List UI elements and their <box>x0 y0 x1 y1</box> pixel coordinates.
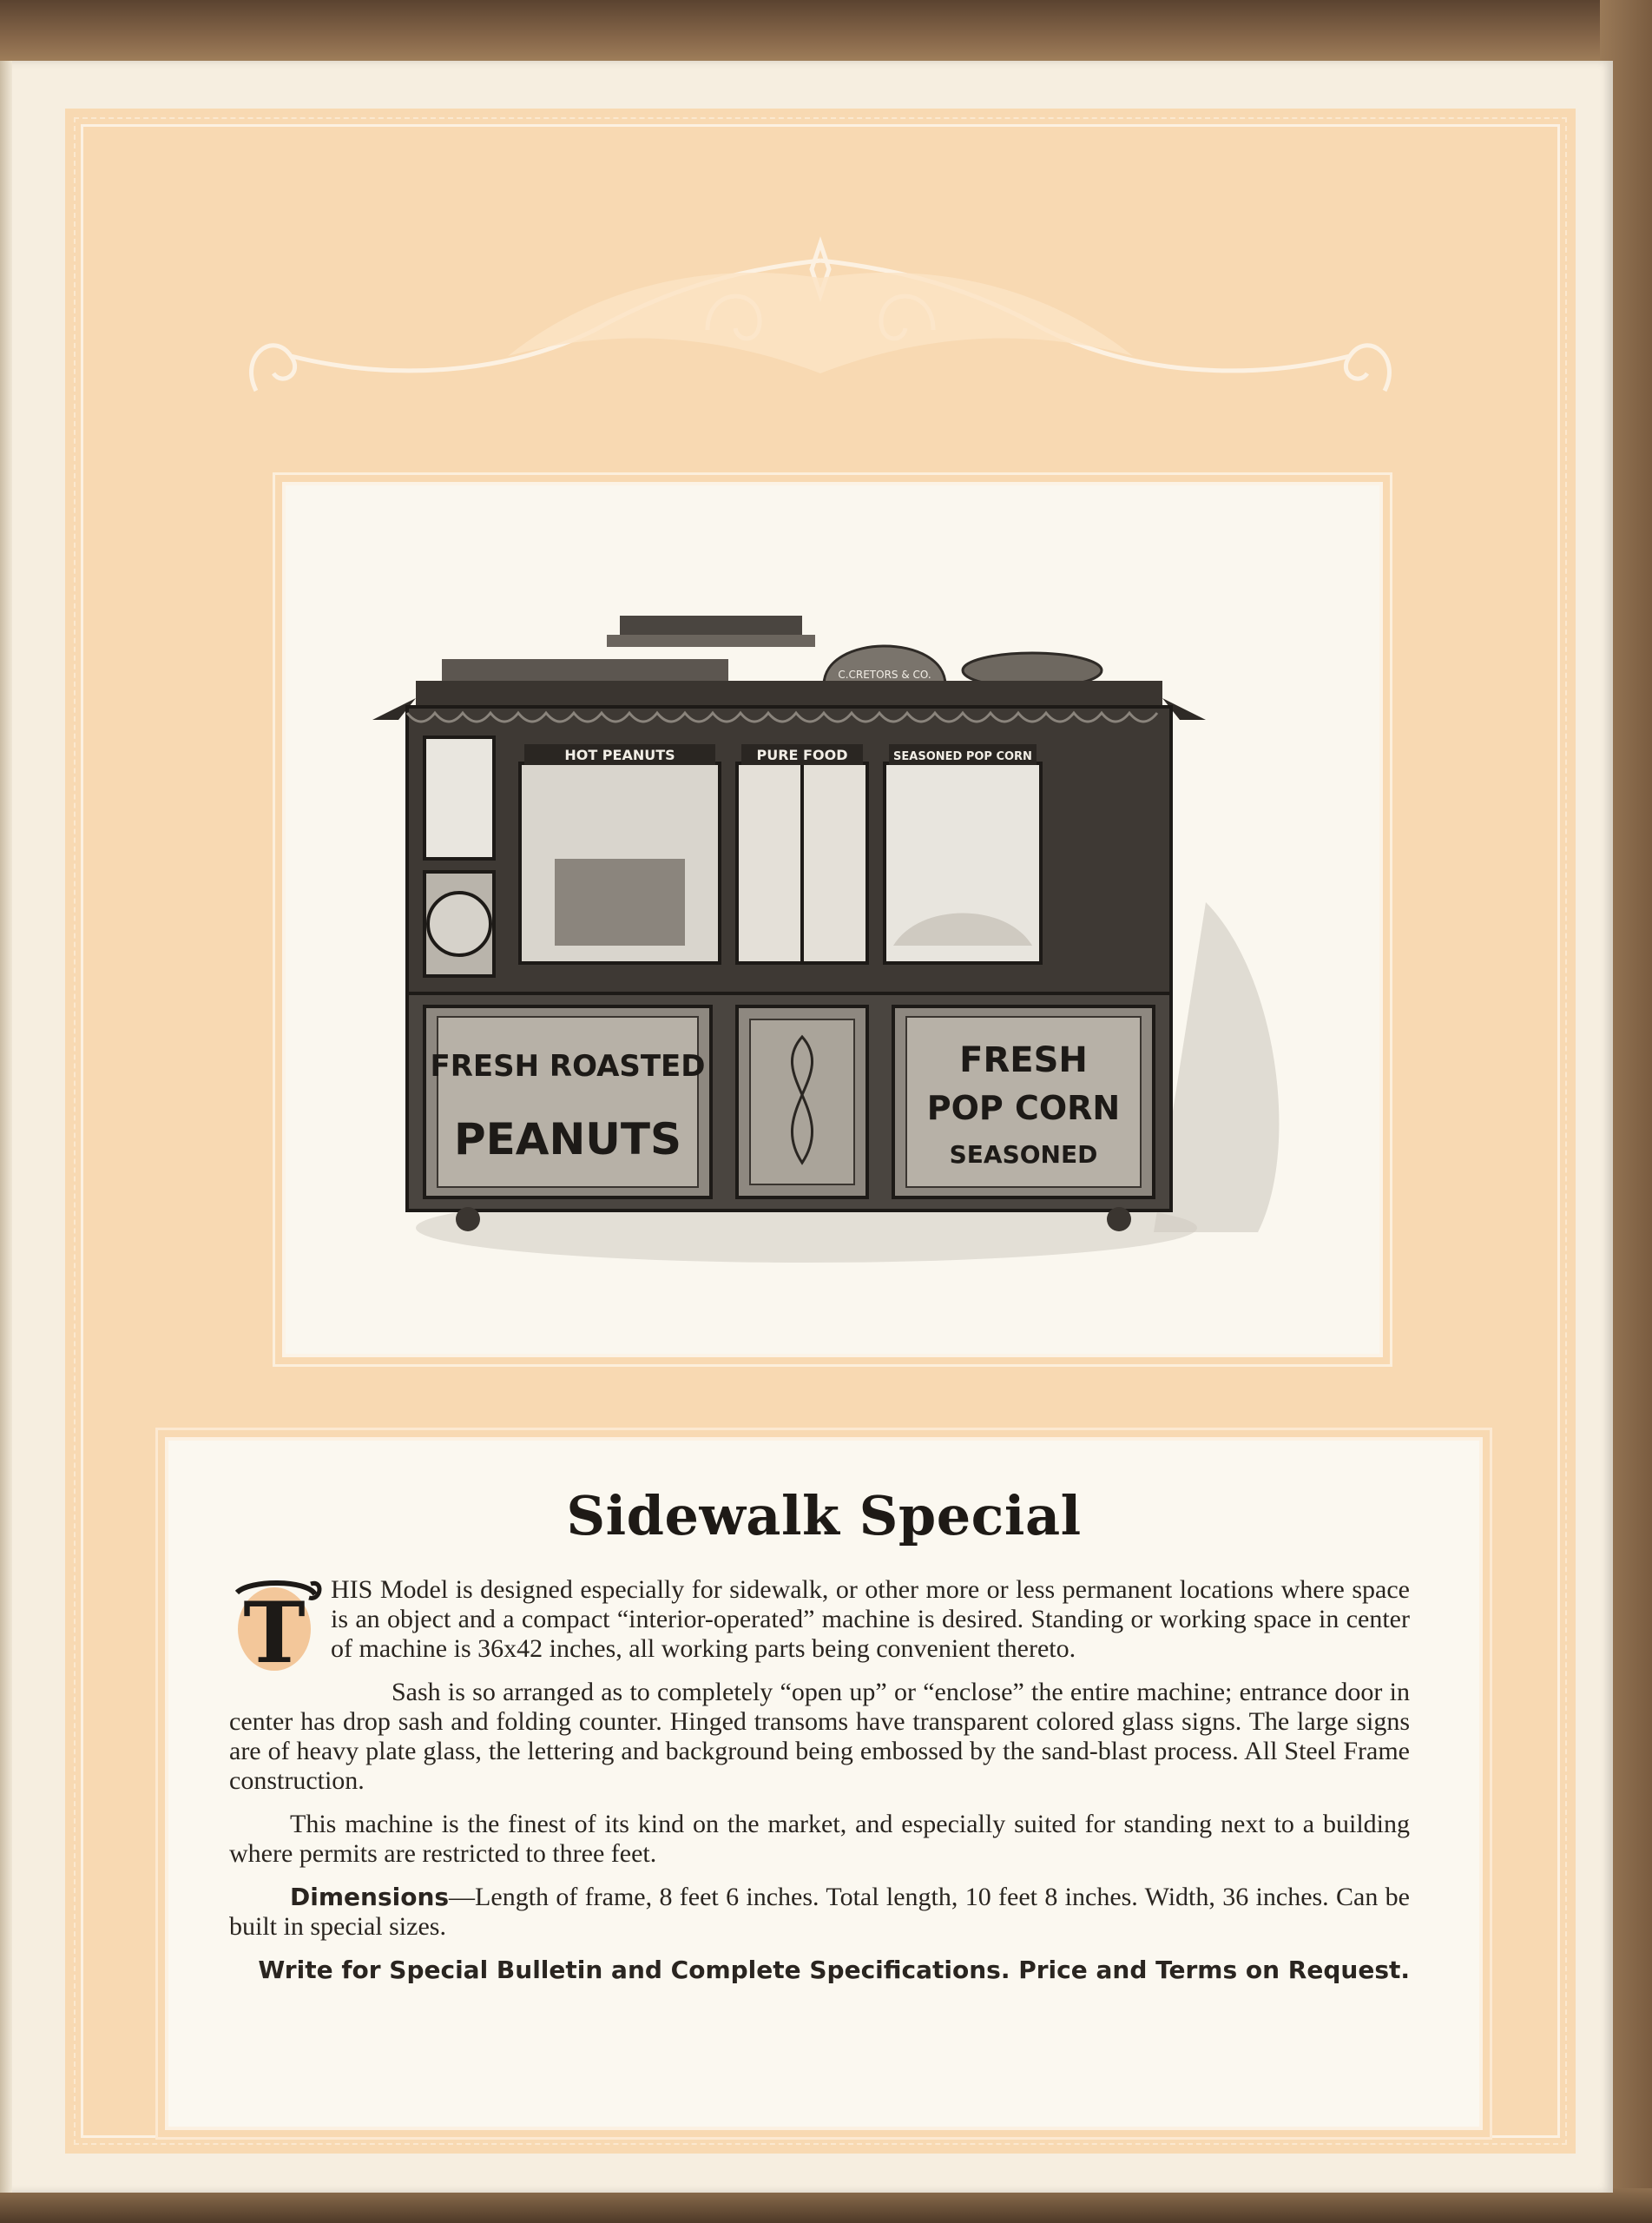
dropcap-ornament <box>224 1575 324 1679</box>
sign-fresh: FRESH <box>959 1040 1088 1080</box>
sign-hot-peanuts: HOT PEANUTS <box>564 747 675 763</box>
sign-seasoned: SEASONED <box>949 1140 1098 1169</box>
decorative-frame <box>65 109 1576 2154</box>
description-panel <box>165 1437 1483 2130</box>
sign-peanuts: PEANUTS <box>453 1114 682 1164</box>
paragraph-2: Sash is so arranged as to completely “open up” or “enclose” the entire machine; entrance door in center has drop sash and folding counter. Hinged transoms have transparent colored glass signs. The large signs are of heavy plate glass, the lettering and background being embossed by the sand-blast process. All Steel Frame construction. <box>229 1678 1410 1795</box>
maker-plate: C.CRETORS & CO. <box>838 669 931 681</box>
catalog-page <box>0 61 1613 2193</box>
sign-pop-corn: POP CORN <box>926 1089 1121 1127</box>
sign-pure-food: PURE FOOD <box>756 747 848 763</box>
paragraph-1-text: HIS Model is designed especially for sidewalk, or other more or less permanent locations where space is an object and a compact “interior-operated” machine is desired. Standing or working space in center of machine is 36x42 inches, all working parts being convenient thereto. <box>331 1575 1410 1663</box>
book-cover-edge-top <box>0 0 1652 69</box>
dropcap-letter: T <box>243 1584 306 1679</box>
sign-seasoned-pop-corn: SEASONED POP CORN <box>893 750 1032 763</box>
scroll-ornament <box>221 234 1419 486</box>
description-text <box>229 1575 1410 1999</box>
popcorn-machine-illustration <box>286 485 1379 1354</box>
paragraph-4 <box>229 1883 1410 1942</box>
sign-fresh-roasted: FRESH ROASTED <box>430 1049 706 1084</box>
page-title: Sidewalk Special <box>566 1484 1082 1547</box>
dimensions-label: Dimensions <box>290 1883 450 1911</box>
closing-line: Write for Special Bulletin and Complete Specifications. Price and Terms on Request. <box>258 1956 1410 1984</box>
paragraph-3: This machine is the finest of its kind on the market, and especially suited for standing next to a building where permits are restricted to three feet. <box>229 1810 1410 1868</box>
book-cover-edge-bottom <box>0 2188 1652 2223</box>
paragraph-1 <box>229 1575 1410 1679</box>
dimensions-text: —Length of frame, 8 feet 6 inches. Total length, 10 feet 8 inches. Width, 36 inches. Can be built in special sizes. <box>229 1883 1410 1941</box>
illustration-panel <box>282 482 1383 1357</box>
page-binding <box>0 61 12 2193</box>
